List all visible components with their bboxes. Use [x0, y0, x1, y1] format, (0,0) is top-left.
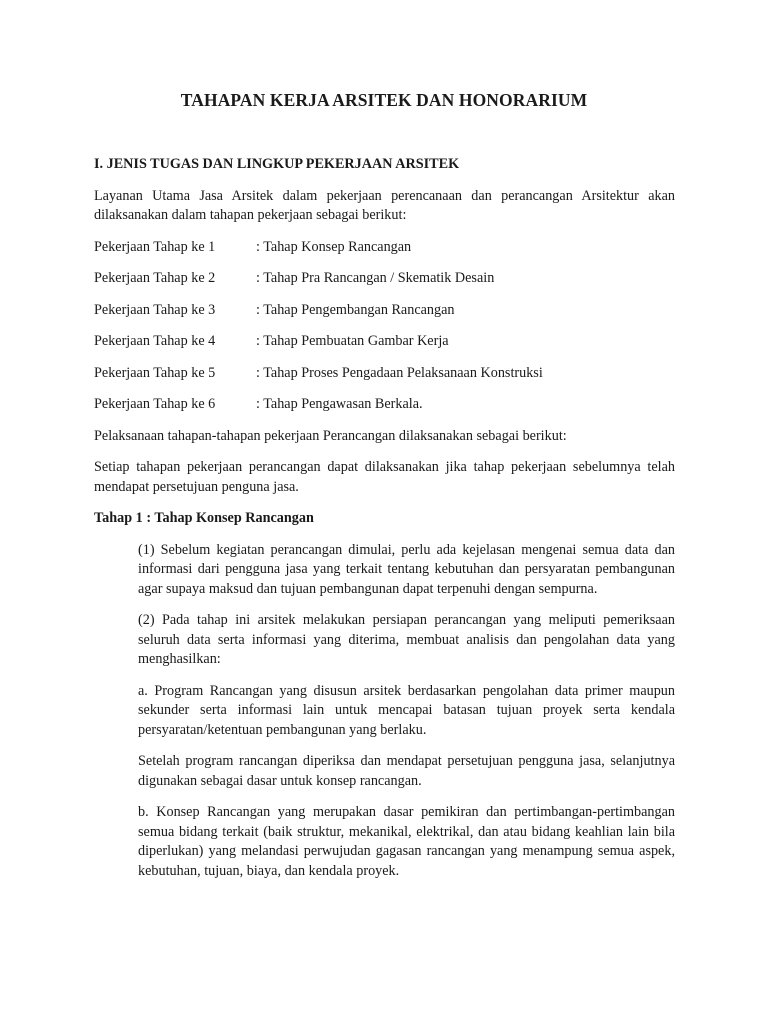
- stage-row: [94, 301, 675, 321]
- stage1-heading: Tahap 1 : Tahap Konsep Rancangan: [94, 510, 314, 526]
- section-heading: I. JENIS TUGAS DAN LINGKUP PEKERJAAN ARSITEK: [94, 156, 460, 172]
- stage1-paragraph: Setelah program rancangan diperiksa dan mendapat persetujuan pengguna jasa, selanjutnya digunakan sebagai dasar untuk konsep rancangan.: [138, 753, 675, 789]
- stage1-content: [138, 541, 675, 882]
- stage-row: [94, 238, 675, 258]
- stage-label: Pekerjaan Tahap ke 6: [94, 396, 216, 412]
- stage-row: [94, 332, 675, 352]
- stage-value: : Tahap Pengembangan Rancangan: [256, 301, 455, 318]
- stage-label: Pekerjaan Tahap ke 1: [94, 238, 216, 255]
- stage-row: [94, 395, 675, 415]
- stage-row: [94, 269, 675, 289]
- stage-value: : Tahap Proses Pengadaan Pelaksanaan Konstruksi: [256, 364, 543, 381]
- page-title: TAHAPAN KERJA ARSITEK DAN HONORARIUM: [180, 90, 588, 110]
- stage-value: : Tahap Pra Rancangan / Skematik Desain: [256, 270, 495, 286]
- stage-label: Pekerjaan Tahap ke 2: [94, 270, 216, 286]
- stage-label: Pekerjaan Tahap ke 4: [94, 333, 216, 349]
- stage-label: Pekerjaan Tahap ke 5: [94, 364, 216, 381]
- stage1-paragraph: b. Konsep Rancangan yang merupakan dasar pemikiran dan pertimbangan-pertimbangan semua bidang terkait (baik struktur, mekanikal, elektrikal, dan atau bidang keahlian lain bila diperlukan) yang melandasi perwujudan gagasan rancangan yang menampung semua aspek, kebutuhan, tujuan, biaya, dan kendala proyek.: [138, 804, 675, 879]
- stage-value: : Tahap Konsep Rancangan: [256, 238, 412, 255]
- stage1-paragraph: (1) Sebelum kegiatan perancangan dimulai, perlu ada kejelasan mengenai semua data dan informasi dari pengguna jasa yang terkait tentang kebutuhan dan persyaratan pembangunan agar supaya maksud dan tujuan pembangunan dapat terpenuhi dengan sempurna.: [138, 541, 675, 597]
- intro-paragraph: Layanan Utama Jasa Arsitek dalam pekerjaan perencanaan dan perancangan Arsitektur akan dilaksanakan dalam tahapan pekerjaan sebagai berikut:: [94, 187, 675, 223]
- stage1-paragraph: a. Program Rancangan yang disusun arsitek berdasarkan pengolahan data primer maupun sekunder serta informasi lain untuk mencapai batasan tujuan proyek serta kendala persyaratan/ketentuan pembangunan yang berlaku.: [138, 682, 675, 738]
- document-body: [94, 155, 675, 893]
- stage-row: [94, 364, 675, 384]
- stage-label: Pekerjaan Tahap ke 3: [94, 301, 216, 318]
- approval-paragraph: Setiap tahapan pekerjaan perancangan dapat dilaksanakan jika tahap pekerjaan sebelumnya telah mendapat persetujuan penguna jasa.: [94, 459, 675, 495]
- execution-paragraph: Pelaksanaan tahapan-tahapan pekerjaan Perancangan dilaksanakan sebagai berikut:: [94, 427, 567, 444]
- stage1-paragraph: (2) Pada tahap ini arsitek melakukan persiapan perancangan yang meliputi pemeriksaan seluruh data serta informasi yang diterima, membuat analisis dan pengolahan data yang menghasilkan:: [138, 612, 675, 667]
- stage-value: : Tahap Pembuatan Gambar Kerja: [256, 333, 449, 349]
- stage-value: : Tahap Pengawasan Berkala.: [256, 396, 423, 412]
